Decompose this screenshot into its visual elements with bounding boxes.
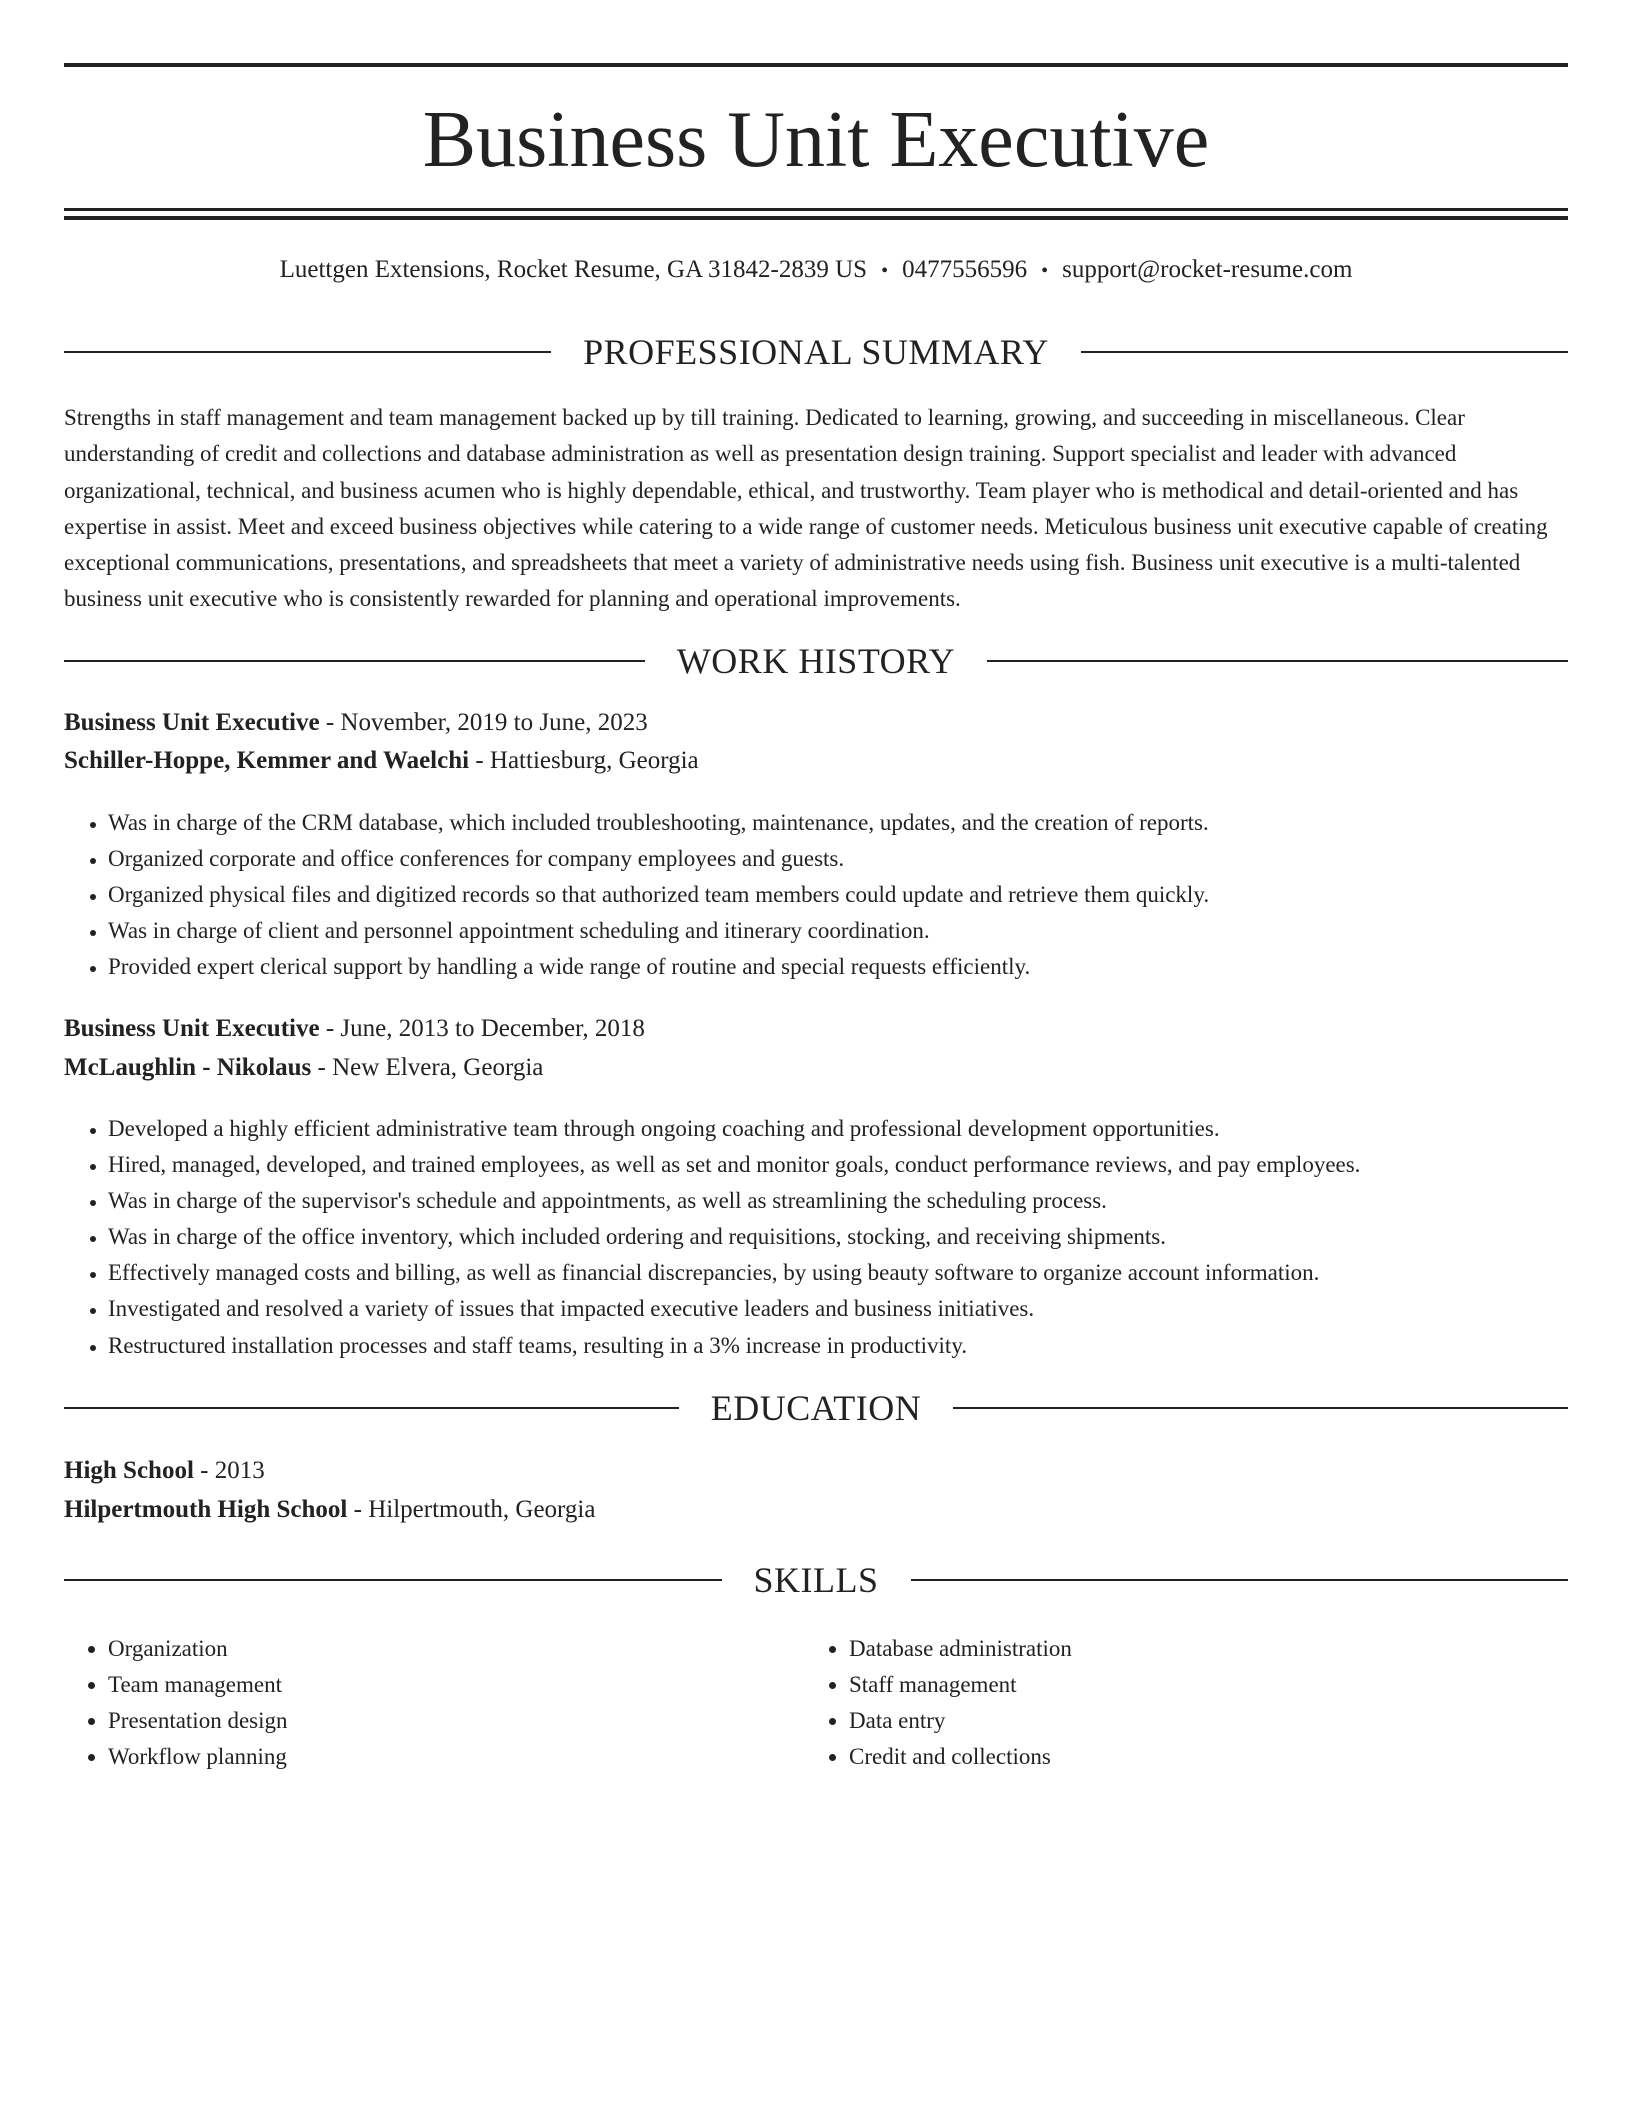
- list-item: • Hired, managed, developed, and trained employees, as well as set and monitor goals, conduct performance reviews, and pay employees.: [108, 1147, 1568, 1183]
- education-school-line: [64, 1494, 595, 1526]
- skill-item: • Presentation design: [108, 1703, 288, 1739]
- list-item: • Organized physical files and digitized records so that authorized team members could update and retrieve them quickly.: [108, 877, 1568, 913]
- skill-item: • Credit and collections: [849, 1739, 1072, 1775]
- skills-list-left: [64, 1631, 288, 1775]
- list-item: • Was in charge of the supervisor's schedule and appointments, as well as streamlining the scheduling process.: [108, 1183, 1568, 1219]
- job-role: Business Unit Executive: [64, 709, 320, 736]
- top-rule: [64, 63, 1568, 67]
- contact-phone: 0477556596: [902, 256, 1028, 283]
- section-heading-work: WORK HISTORY: [64, 639, 1568, 683]
- skill-item: • Workflow planning: [108, 1739, 288, 1775]
- job-company-line: [64, 745, 699, 777]
- double-rule: [64, 208, 1568, 220]
- job-company: McLaughlin - Nikolaus: [64, 1054, 312, 1081]
- education-year: - 2013: [193, 1457, 265, 1484]
- skill-item: • Data entry: [849, 1703, 1072, 1739]
- list-item: • Restructured installation processes and staff teams, resulting in a 3% increase in productivity.: [108, 1328, 1568, 1364]
- skill-item: • Organization: [108, 1631, 288, 1667]
- skill-item: • Database administration: [849, 1631, 1072, 1667]
- job-role: Business Unit Executive: [64, 1015, 320, 1042]
- job-title-line: [64, 707, 648, 739]
- contact-email: support@rocket-resume.com: [1062, 256, 1353, 283]
- skills-list-right: [805, 1631, 1072, 1775]
- section-heading-summary: PROFESSIONAL SUMMARY: [64, 330, 1568, 374]
- list-item: • Was in charge of the office inventory, which included ordering and requisitions, stocking, and receiving shipments.: [108, 1219, 1568, 1255]
- job-dates: - June, 2013 to December, 2018: [319, 1015, 645, 1042]
- list-item: • Organized corporate and office conferences for company employees and guests.: [108, 841, 1568, 877]
- summary-text: Strengths in staff management and team management backed up by till training. Dedicated to learning, growing, and succeeding in miscellaneous. Clear understanding of credit and collections and database administration as well as presentation design training. Support specialist and leader with advanced organizational, technical, and business acumen who is highly dependable, ethical, and trustworthy. Team player who is methodical and detail-oriented and has expertise in assist. Meet and exceed business objectives while catering to a wide range of customer needs. Meticulous business unit executive capable of creating exceptional communications, presentations, and spreadsheets that meet a variety of administrative needs using fish. Business unit executive is a multi-talented business unit executive who is consistently rewarded for planning and operational improvements.: [64, 405, 1548, 612]
- job-company-line: [64, 1052, 543, 1084]
- section-heading-skills: SKILLS: [64, 1558, 1568, 1602]
- section-heading-education: EDUCATION: [64, 1386, 1568, 1430]
- education-school: Hilpertmouth High School: [64, 1496, 348, 1523]
- list-item: • Investigated and resolved a variety of issues that impacted executive leaders and business initiatives.: [108, 1291, 1568, 1327]
- job-dates: - November, 2019 to June, 2023: [319, 709, 648, 736]
- separator: •: [881, 260, 889, 282]
- job-bullets: [64, 1111, 1568, 1364]
- contact-line: [64, 254, 1568, 287]
- list-item: • Developed a highly efficient administrative team through ongoing coaching and professional development opportunities.: [108, 1111, 1568, 1147]
- education-degree-line: [64, 1455, 265, 1487]
- education-location: - Hilpertmouth, Georgia: [347, 1496, 596, 1523]
- list-item: • Provided expert clerical support by handling a wide range of routine and special requests efficiently.: [108, 949, 1568, 985]
- page-title: Business Unit Executive: [422, 96, 1210, 184]
- skill-item: • Team management: [108, 1667, 288, 1703]
- separator: •: [1041, 260, 1049, 282]
- list-item: • Was in charge of client and personnel appointment scheduling and itinerary coordination.: [108, 913, 1568, 949]
- job-company: Schiller-Hoppe, Kemmer and Waelchi: [64, 747, 470, 774]
- skill-item: • Staff management: [849, 1667, 1072, 1703]
- contact-address: Luettgen Extensions, Rocket Resume, GA 31842-2839 US: [279, 256, 868, 283]
- job-title-line: [64, 1013, 645, 1045]
- job-bullets: [64, 805, 1568, 985]
- list-item: • Was in charge of the CRM database, which included troubleshooting, maintenance, updates, and the creation of reports.: [108, 805, 1568, 841]
- job-location: - Hattiesburg, Georgia: [469, 747, 699, 774]
- list-item: • Effectively managed costs and billing, as well as financial discrepancies, by using beauty software to organize account information.: [108, 1255, 1568, 1291]
- education-degree: High School: [64, 1457, 194, 1484]
- job-location: - New Elvera, Georgia: [311, 1054, 544, 1081]
